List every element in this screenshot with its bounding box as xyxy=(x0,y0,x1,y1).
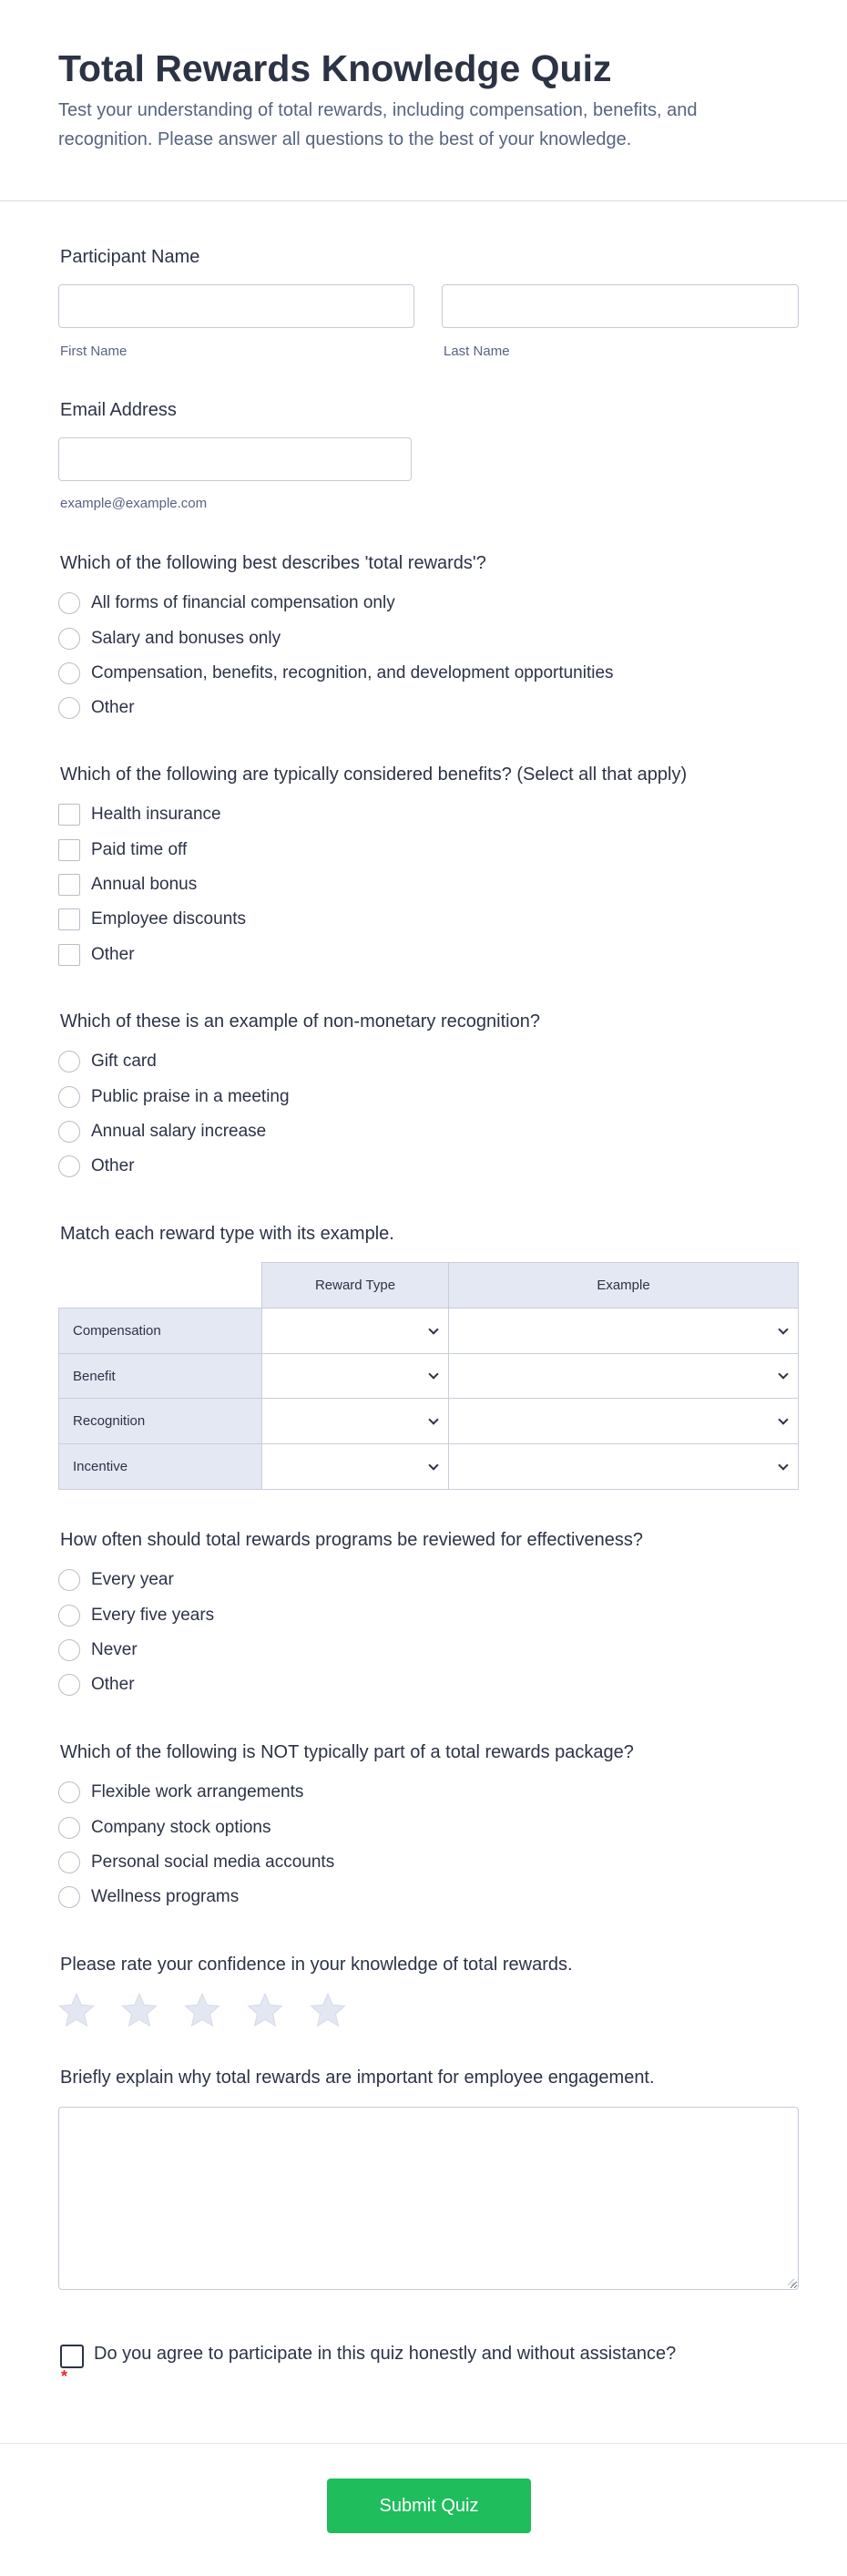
chevron-down-icon xyxy=(428,1369,438,1379)
matrix-row-label: Compensation xyxy=(58,1308,262,1354)
radio-button[interactable] xyxy=(58,1674,80,1696)
question-review-frequency-label: How often should total rewards programs be reviewed for effectiveness? xyxy=(60,1530,643,1550)
option-label: Health insurance xyxy=(91,805,221,824)
q6-option-2[interactable] xyxy=(58,1850,334,1875)
q3-option-0[interactable] xyxy=(58,1049,157,1074)
chevron-down-icon xyxy=(778,1324,788,1334)
submit-button[interactable]: Submit Quiz xyxy=(327,2479,531,2533)
option-label: Flexible work arrangements xyxy=(91,1782,304,1801)
option-label: Every five years xyxy=(91,1606,215,1625)
option-label: Compensation, benefits, recognition, and development opportunities xyxy=(91,663,614,682)
checkbox[interactable] xyxy=(58,908,80,930)
participant-name-label: Participant Name xyxy=(60,247,200,267)
form-header xyxy=(0,0,847,201)
agreement-label: Do you agree to participate in this quiz honestly and without assistance? xyxy=(94,2344,677,2364)
question-not-part-label: Which of the following is NOT typically part of a total rewards package? xyxy=(60,1742,634,1762)
matrix-column-header: Reward Type xyxy=(261,1262,449,1309)
radio-button[interactable] xyxy=(58,1886,80,1908)
matrix-column-header: Example xyxy=(448,1262,799,1309)
matrix-select[interactable] xyxy=(261,1398,449,1444)
checkbox[interactable] xyxy=(58,874,80,896)
chevron-down-icon xyxy=(778,1414,788,1424)
radio-button[interactable] xyxy=(58,1569,80,1591)
option-label: Every year xyxy=(91,1570,174,1589)
option-label: Salary and bonuses only xyxy=(91,629,281,648)
q3-option-1[interactable] xyxy=(58,1084,290,1110)
star-icon[interactable] xyxy=(58,1992,95,2028)
matrix-question-label: Match each reward type with its example. xyxy=(60,1224,394,1244)
option-label: Other xyxy=(91,1675,135,1694)
chevron-down-icon xyxy=(428,1414,438,1424)
q1-option-1[interactable] xyxy=(58,626,281,652)
matrix-select[interactable] xyxy=(448,1398,799,1444)
option-label: Gift card xyxy=(91,1052,157,1071)
chevron-down-icon xyxy=(778,1460,788,1470)
first-name-input[interactable] xyxy=(58,284,414,328)
matrix-row-label: Benefit xyxy=(58,1353,262,1399)
q1-option-2[interactable] xyxy=(58,661,614,686)
form-description: Test your understanding of total rewards, including compensation, benefits, and recognition. Please answer all questions to the best of your knowledge. xyxy=(58,100,698,149)
rating-question-label: Please rate your confidence in your knowledge of total rewards. xyxy=(60,1955,573,1975)
checkbox[interactable] xyxy=(58,944,80,966)
option-label: Annual bonus xyxy=(91,875,198,894)
option-label: Other xyxy=(91,1156,135,1175)
option-label: Paid time off xyxy=(91,840,188,859)
last-name-sublabel: Last Name xyxy=(444,344,510,359)
radio-button[interactable] xyxy=(58,1086,80,1108)
resize-grip-icon[interactable] xyxy=(786,2277,795,2286)
option-label: Employee discounts xyxy=(91,909,247,929)
question-recognition-label: Which of these is an example of non-monetary recognition? xyxy=(60,1011,540,1031)
option-label: Personal social media accounts xyxy=(91,1852,335,1872)
q3-option-3[interactable] xyxy=(58,1154,135,1179)
matrix-select[interactable] xyxy=(261,1353,449,1399)
q3-option-2[interactable] xyxy=(58,1119,266,1144)
matrix-row-label: Recognition xyxy=(58,1398,262,1444)
matrix-select[interactable] xyxy=(261,1308,449,1354)
option-label: Never xyxy=(91,1640,138,1659)
q6-option-1[interactable] xyxy=(58,1815,271,1841)
radio-button[interactable] xyxy=(58,1639,80,1661)
email-input[interactable] xyxy=(58,437,412,481)
option-label: All forms of financial compensation only xyxy=(91,593,395,612)
matrix-select[interactable] xyxy=(261,1443,449,1490)
option-label: Annual salary increase xyxy=(91,1122,267,1141)
option-label: Public praise in a meeting xyxy=(91,1087,290,1106)
star-icon[interactable] xyxy=(247,1992,283,2028)
form-title: Total Rewards Knowledge Quiz xyxy=(58,47,612,89)
first-name-sublabel: First Name xyxy=(60,344,128,359)
form-footer xyxy=(0,2443,847,2576)
last-name-input[interactable] xyxy=(442,284,799,328)
q2-option-3[interactable] xyxy=(58,907,246,932)
q1-option-0[interactable] xyxy=(58,590,395,616)
option-label: Company stock options xyxy=(91,1818,271,1837)
radio-button[interactable] xyxy=(58,662,80,684)
q5-option-2[interactable] xyxy=(58,1637,138,1663)
q5-option-1[interactable] xyxy=(58,1603,214,1628)
star-icon[interactable] xyxy=(184,1992,220,2028)
radio-button[interactable] xyxy=(58,1051,80,1072)
required-asterisk: * xyxy=(61,2367,68,2386)
matrix-select[interactable] xyxy=(448,1443,799,1490)
chevron-down-icon xyxy=(778,1369,788,1379)
star-icon[interactable] xyxy=(310,1992,346,2028)
star-icon[interactable] xyxy=(121,1992,158,2028)
option-label: Other xyxy=(91,945,135,964)
q6-option-0[interactable] xyxy=(58,1780,303,1805)
q1-option-3[interactable] xyxy=(58,695,135,721)
agreement-checkbox[interactable] xyxy=(60,2345,84,2368)
email-label: Email Address xyxy=(60,400,177,420)
q5-option-0[interactable] xyxy=(58,1567,174,1593)
q5-option-3[interactable] xyxy=(58,1672,135,1698)
question-benefits-label: Which of the following are typically considered benefits? (Select all that apply) xyxy=(60,765,688,785)
q6-option-3[interactable] xyxy=(58,1884,239,1910)
essay-question-label: Briefly explain why total rewards are important for employee engagement. xyxy=(60,2068,655,2088)
matrix-select[interactable] xyxy=(448,1353,799,1399)
chevron-down-icon xyxy=(428,1324,438,1334)
option-label: Wellness programs xyxy=(91,1887,240,1906)
radio-button[interactable] xyxy=(58,1852,80,1873)
q2-option-0[interactable] xyxy=(58,802,221,827)
radio-button[interactable] xyxy=(58,1605,80,1627)
q2-option-4[interactable] xyxy=(58,942,135,968)
question-total-rewards-label: Which of the following best describes 'total rewards'? xyxy=(60,553,486,573)
radio-button[interactable] xyxy=(58,1781,80,1803)
checkbox[interactable] xyxy=(58,839,80,861)
option-label: Other xyxy=(91,698,135,717)
radio-button[interactable] xyxy=(58,1817,80,1839)
email-hint: example@example.com xyxy=(60,496,208,511)
radio-button[interactable] xyxy=(58,1155,80,1177)
radio-button[interactable] xyxy=(58,592,80,614)
matrix-select[interactable] xyxy=(448,1308,799,1354)
essay-textarea[interactable] xyxy=(58,2107,799,2290)
match-matrix xyxy=(58,1262,799,1490)
radio-button[interactable] xyxy=(58,628,80,650)
chevron-down-icon xyxy=(428,1460,438,1470)
checkbox[interactable] xyxy=(58,804,80,826)
q2-option-2[interactable] xyxy=(58,872,197,898)
q2-option-1[interactable] xyxy=(58,837,187,863)
radio-button[interactable] xyxy=(58,697,80,719)
radio-button[interactable] xyxy=(58,1121,80,1143)
matrix-row-label: Incentive xyxy=(58,1443,262,1490)
